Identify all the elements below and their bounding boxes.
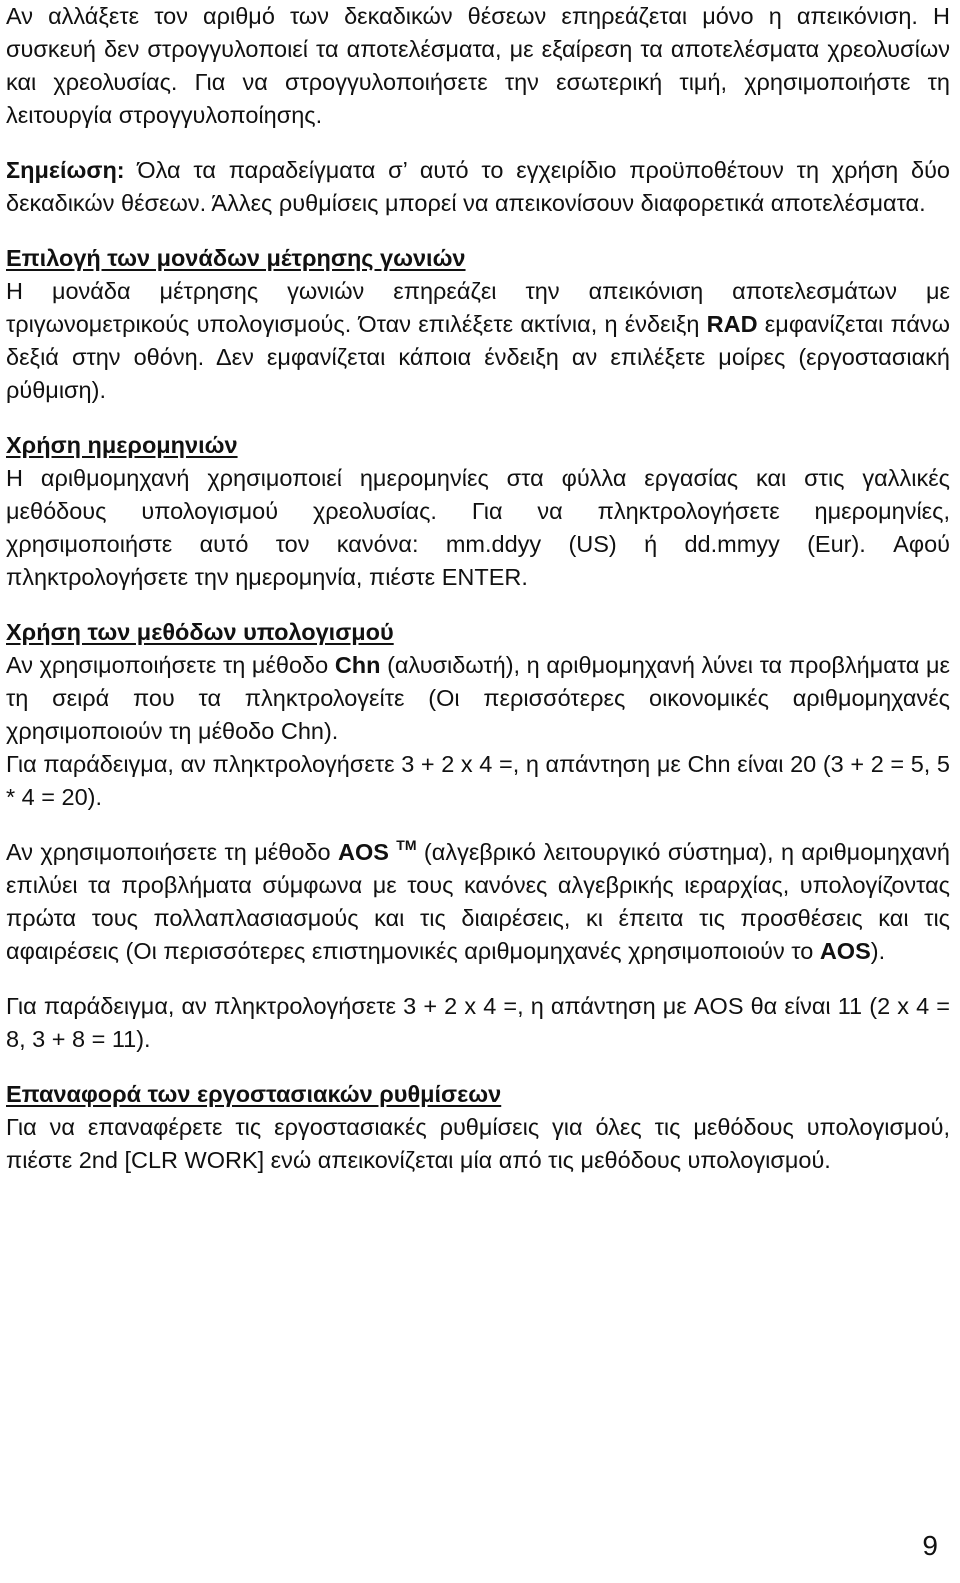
page-number: 9 (922, 1530, 938, 1561)
aos-label-2: AOS (819, 938, 871, 964)
angle-units-heading: Επιλογή των μονάδων μέτρησης γωνιών (6, 245, 466, 271)
aos-example-paragraph: Για παράδειγμα, αν πληκτρολογήσετε 3 + 2 x 4 =, η απάντηση με AOS θα είναι 11 (2 x 4 = 8, 3 + 8 = 11). (6, 993, 950, 1052)
aos-label: AOS (337, 839, 389, 865)
methods-section (6, 616, 950, 1056)
trademark-mark: TM (396, 837, 417, 853)
manual-page (6, 0, 950, 1177)
aos-text-2: (αλγεβρικό λειτουργικό σύστημα), η αριθμομηχανή επιλύει τα προβλήματα σύμφωνα με τους κανόνες αλγεβρικής ιεραρχίας, υπολογίζοντας πρώτα τους πολλαπλασιασμούς και τις διαιρέσεις, κι έπειτα τις προσθέσεις και τις αφαιρέσεις (Οι περισσότερες επιστημονικές αριθμομηχανές χρησιμοποιούν το (6, 839, 951, 964)
intro-paragraph: Αν αλλάξετε τον αριθμό των δεκαδικών θέσεων επηρεάζεται μόνο η απεικόνιση. Η συσκευή δεν στρογγυλοποιεί τα αποτελέσματα, με εξαίρεση τα αποτελέσματα χρεολυσίων και χρεολυσίας. Για να στρογγυλοποιήσετε την εσωτερική τιμή, χρησιμοποιήστε τη λειτουργία στρογγυλοποίησης. (6, 3, 950, 128)
note-label: Σημείωση: (6, 157, 125, 183)
chn-label: Chn (334, 652, 381, 678)
aos-text-1: Αν χρησιμοποιήσετε τη μέθοδο (6, 839, 338, 865)
angle-units-paragraph (6, 275, 950, 407)
reset-paragraph: Για να επαναφέρετε τις εργοστασιακές ρυθμίσεις για όλες τις μεθόδους υπολογισμού, πιέστε 2nd [CLR WORK] ενώ απεικονίζεται μία από τις μεθόδους υπολογισμού. (6, 1114, 950, 1173)
aos-text-3: ). (870, 938, 886, 964)
dates-heading: Χρήση ημερομηνιών (6, 432, 238, 458)
chn-paragraph (6, 649, 950, 748)
chn-text-2: (αλυσιδωτή), η αριθμομηχανή λύνει τα προβλήματα με τη σειρά που τα πληκτρολογείτε (Οι περισσότερες οικονομικές αριθμομηχανές χρησιμοποιούν τη μέθοδο Chn). (6, 652, 951, 744)
angle-units-text-1: Η μονάδα μέτρησης γωνιών επηρεάζει την απεικόνιση αποτελεσμάτων με τριγωνομετρικούς υπολογισμούς. Όταν επιλέξετε ακτίνια, η ένδειξη (6, 278, 950, 337)
note-paragraph (6, 154, 950, 220)
aos-paragraph (6, 836, 950, 968)
chn-example-paragraph: Για παράδειγμα, αν πληκτρολογήσετε 3 + 2 x 4 =, η απάντηση με Chn είναι 20 (3 + 2 = 5, 5 * 4 = 20). (6, 751, 950, 810)
angle-units-section (6, 242, 950, 407)
methods-heading: Χρήση των μεθόδων υπολογισμού (6, 619, 394, 645)
dates-section (6, 429, 950, 594)
angle-units-text-2: εμφανίζεται πάνω δεξιά στην οθόνη. Δεν εμφανίζεται κάποια ένδειξη αν επιλέξετε μοίρες (εργοστασιακή ρύθμιση). (6, 311, 951, 403)
reset-section (6, 1078, 950, 1177)
rad-indicator-label: RAD (706, 311, 758, 337)
reset-heading: Επαναφορά των εργοστασιακών ρυθμίσεων (6, 1081, 502, 1107)
note-text: Όλα τα παραδείγματα σ’ αυτό το εγχειρίδιο προϋποθέτουν τη χρήση δύο δεκαδικών θέσεων. Άλλες ρυθμίσεις μπορεί να απεικονίσουν διαφορετικά αποτελέσματα. (6, 157, 950, 216)
dates-paragraph: Η αριθμομηχανή χρησιμοποιεί ημερομηνίες στα φύλλα εργασίας και στις γαλλικές μεθόδους υπολογισμού χρεολυσίας. Για να πληκτρολογήσετε ημερομηνίες, χρησιμοποιήστε αυτό τον κανόνα: mm.ddyy (US) ή dd.mmyy (Eur). Αφού πληκτρολογήσετε την ημερομηνία, πιέστε ENTER. (6, 465, 950, 590)
chn-text-1: Αν χρησιμοποιήσετε τη μέθοδο (6, 652, 335, 678)
